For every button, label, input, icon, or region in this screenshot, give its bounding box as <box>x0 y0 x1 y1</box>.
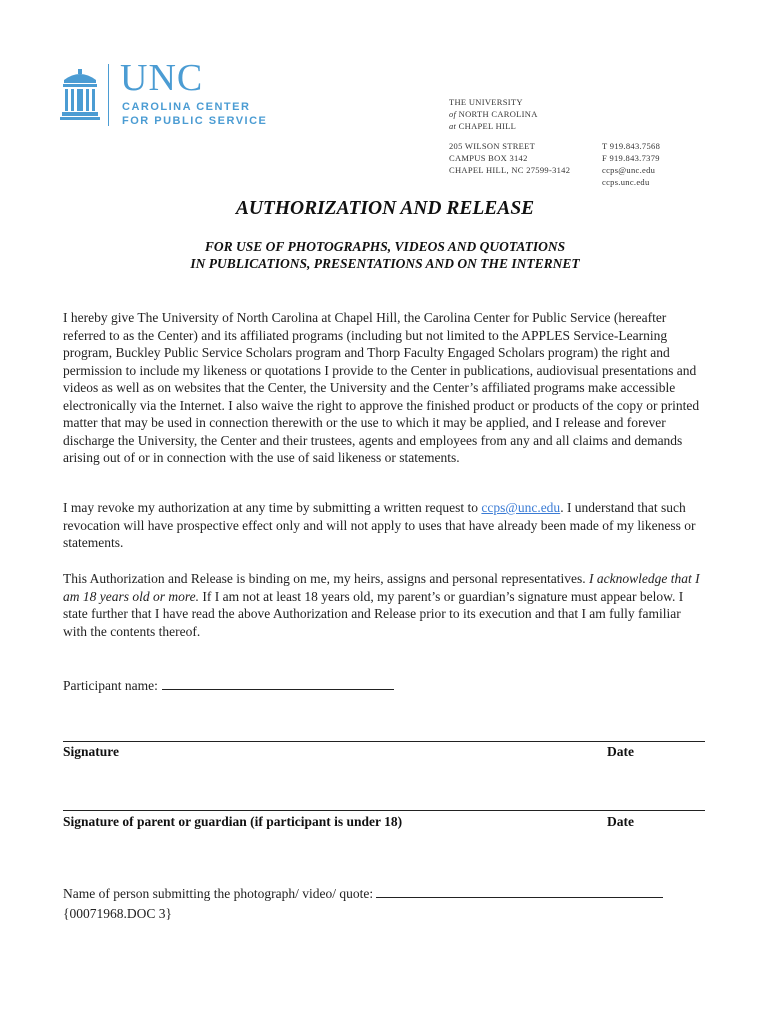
subtitle-line-1: FOR USE OF PHOTOGRAPHS, VIDEOS AND QUOTATIONS <box>204 239 566 254</box>
participant-name-line[interactable] <box>162 676 394 690</box>
university-line-1: THE UNIVERSITY <box>449 97 523 107</box>
university-of: of <box>449 109 457 119</box>
logo-wordmark: UNC <box>120 57 204 99</box>
signature-line[interactable] <box>63 741 705 742</box>
participant-name-label: Participant name: <box>63 678 158 693</box>
paragraph-authorization: I hereby give The University of North Carolina at Chapel Hill, the Carolina Center for Public Service (hereafter referred to as the Center) and its affiliated programs (including but not limited to the APPLES Service-Learning program, Buckley Public Service Scholars program and Thorp Faculty Engaged Scholars program) the right and permission to include my likeness or quotations I provide to the Center in publications, audiovisual presentations and videos as well as on websites that the Center, the University and the Center’s affiliated programs make accessible electronically via the Internet. I also waive the right to approve the finished product or products of the copy or printed matter that may be used in connection therewith or the use to which it may be applied, and I release and forever discharge the University, the Center and their trustees, agents and employees from any and all claims and demands arising out of or in connection with the use of said likeness or statements. <box>63 310 700 465</box>
university-line-3: CHAPEL HILL <box>458 121 517 131</box>
guardian-date-label: Date <box>607 814 634 829</box>
address-city: CHAPEL HILL, NC 27599-3142 <box>449 165 571 175</box>
binding-text-2: If I am not at least 18 years old, my parent’s or guardian’s signature must appear below. I state further that I have read the above Authorization and Release prior to its execution and that I am fully familiar with the contents thereof. <box>63 588 684 639</box>
university-at: at <box>449 121 457 131</box>
subtitle-line-2: IN PUBLICATIONS, PRESENTATIONS AND ON THE INTERNET <box>190 256 580 271</box>
age-acknowledgement: I acknowledge that I am 18 years old or more. <box>63 571 700 604</box>
signature-label: Signature <box>63 744 120 759</box>
guardian-signature-line[interactable] <box>63 810 705 811</box>
logo-line-1: CAROLINA CENTER <box>122 101 251 113</box>
contact-email: ccps@unc.edu <box>602 165 656 175</box>
contact-info <box>602 140 660 188</box>
address-box: CAMPUS BOX 3142 <box>449 153 528 163</box>
guardian-signature-label: Signature of parent or guardian (if participant is under 18) <box>63 814 403 829</box>
university-line-2: NORTH CAROLINA <box>458 109 538 119</box>
university-name <box>449 96 538 132</box>
address-street: 205 WILSON STREET <box>449 141 536 151</box>
contact-fax: F 919.843.7379 <box>602 153 660 163</box>
logo-subtitle <box>122 100 267 128</box>
email-link[interactable]: ccps@unc.edu <box>481 500 561 515</box>
document-reference: {00071968.DOC 3} <box>63 906 172 921</box>
submitter-name-label: Name of person submitting the photograph/ video/ quote: <box>63 886 374 901</box>
revocation-text-2: . I understand that such revocation will have prospective effect only and will not apply to uses that have already been made of my likeness or statements. <box>63 500 696 550</box>
paragraph-binding <box>63 570 708 640</box>
old-well-icon <box>60 66 100 122</box>
signature-date-label: Date <box>607 744 634 759</box>
binding-text-1: This Authorization and Release is binding on me, my heirs, assigns and personal representatives. <box>63 571 590 586</box>
document-subtitle <box>0 238 770 272</box>
document-title: AUTHORIZATION AND RELEASE <box>235 198 535 219</box>
logo-divider <box>108 64 109 126</box>
submitter-name-field <box>63 884 663 902</box>
contact-phone: T 919.843.7568 <box>602 141 661 151</box>
participant-name-field <box>63 676 394 694</box>
unc-ccps-logo <box>60 57 290 128</box>
contact-web: ccps.unc.edu <box>602 177 650 187</box>
mailing-address <box>449 140 570 176</box>
revocation-text-1: I may revoke my authorization at any time by submitting a written request to <box>63 500 482 515</box>
submitter-name-line[interactable] <box>376 884 663 898</box>
paragraph-revocation <box>63 499 708 552</box>
logo-line-2: FOR PUBLIC SERVICE <box>122 115 268 127</box>
